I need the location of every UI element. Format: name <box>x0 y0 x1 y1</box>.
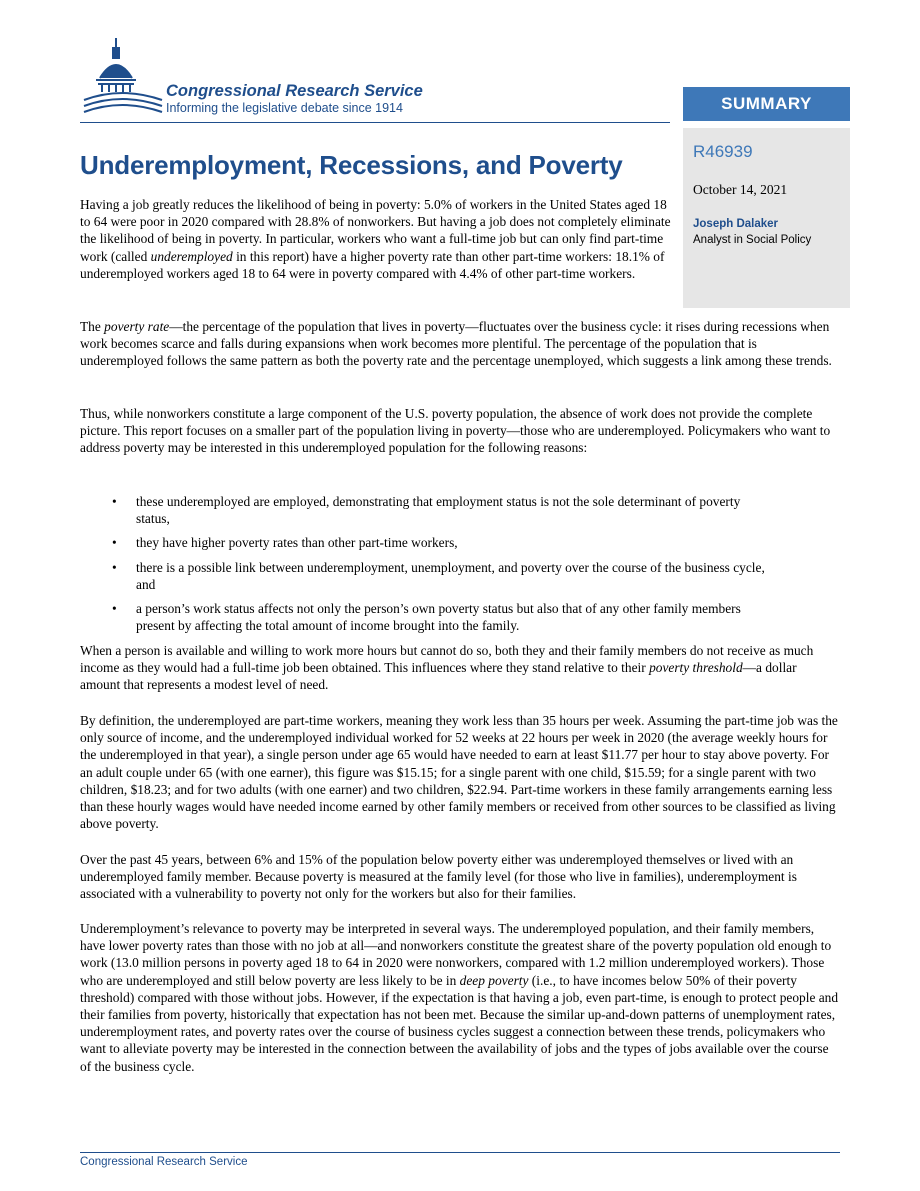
summary-box <box>683 128 850 308</box>
list-item <box>80 534 770 551</box>
italic-term: poverty rate <box>104 319 170 334</box>
text-run: —the percentage of the population that lives in poverty—fluctuates over the business cycle: it rises during recessions when work becomes scarce and falls during expansions when work becomes more plentiful. The percentage of the population that is underemployed follows the same pattern as both the poverty rate and the percentage unemployed, which suggests a link among these trends. <box>80 319 832 369</box>
org-name: Congressional Research Service <box>166 82 423 100</box>
italic-term: poverty threshold <box>649 660 743 676</box>
footer-text: Congressional Research Service <box>80 1156 248 1168</box>
bullet-icon: • <box>112 535 117 551</box>
list-item-text: these underemployed are employed, demonstrating that employment status is not the sole determinant of poverty status, <box>136 494 741 527</box>
bullet-icon: • <box>112 494 117 509</box>
footer-divider <box>80 1152 840 1153</box>
text-run: in this report) have a higher poverty rate than other part-time workers: 18.1% of underemployed workers aged 18 to 64 were in poverty compared with 4.4% of other part-time workers. <box>80 248 665 281</box>
italic-term: underemployed <box>150 248 233 264</box>
paragraph-1 <box>80 196 672 282</box>
list-item-text: a person’s work status affects not only the person’s own poverty status but also that of any other family members present by affecting the total amount of income brought into the family. <box>136 601 741 634</box>
paragraph-2 <box>80 318 840 370</box>
text-run: Having a job greatly reduces the likelihood of being in poverty: 5.0% of workers in the United States aged 18 to 64 were poor in 2020 compared with 28.8% of nonworkers. But having a job does not completely eliminate the likelihood of being in poverty. In particular, workers who want a full-time job but can only find part-time work (called <box>80 197 671 264</box>
list-item-text: there is a possible link between underemployment, unemployment, and poverty over the course of the business cycle, and <box>136 559 765 592</box>
list-item-text: they have higher poverty rates than other part-time workers, <box>136 535 458 551</box>
list-item <box>80 600 770 634</box>
text-run: (i.e., to have incomes below 50% of their poverty threshold) compared with those without jobs. However, if the expectation is that having a job, even part-time, is enough to protect people and their families from poverty, historically that expectation has not been met. Because the similar up-and-down patterns of unemployment rates, underemployment rates, and poverty rates over the course of business cycles suggest a connection between these trends, policymakers who want to alleviate poverty may be interested in the connection between the availability of jobs and the types of jobs available over the course of the business cycle. <box>80 972 839 1074</box>
text-run: Over the past 45 years, between 6% and 15% of the population below poverty either was underemployed themselves or lived with an underemployed family member. Because poverty is measured at the family level (for those who live in families), underemployment is associated with a vulnerability to poverty not only for the workers but also for their families. <box>80 852 797 902</box>
paragraph-3 <box>80 405 840 457</box>
bullet-icon: • <box>112 559 117 575</box>
text-run: Thus, while nonworkers constitute a large component of the U.S. poverty population, the absence of work does not provide the complete picture. This report focuses on a smaller part of the population living in poverty—those who are underemployed. Policymakers who want to address poverty may be interested in this underemployed population for the following reasons: <box>80 406 831 456</box>
text-run: By definition, the underemployed are part-time workers, meaning they work less than 35 hours per week. Assuming the part-time job was the only source of income, and the underemployed individual worked for 52 weeks at 22 hours per week in 2020 (the average weekly hours for the underemployed in that year), a single person under age 65 would have needed to earn at least $11.77 per hour to stay above poverty. For an adult couple under 65 (with one earner), this figure was $15.15; for a single parent with one child, $15.59; for a single parent with two children, $18.23; and for two adults (with one earner) and two children, $22.94. Part-time workers in these family arrangements earning less than these hourly wages would have needed income earned by other family members or received from other sources to be classified as living above poverty. <box>80 713 838 832</box>
list-item <box>80 493 770 527</box>
text-run: Underemployment’s relevance to poverty may be interpreted in several ways. The underemployed population, and their family members, have lower poverty rates than those with no job at all—and nonworkers constitute the greatest share of the poverty population old enough to work (13.0 million persons in poverty aged 18 to 64 in 2020 were nonworkers, compared with 1.2 million underemployed workers). Those who are underemployed and still below poverty are less likely to be in <box>80 921 832 988</box>
paragraph-6 <box>80 851 840 903</box>
header-divider <box>80 122 670 123</box>
capitol-dome-icon <box>82 34 166 122</box>
crs-logo <box>80 34 480 124</box>
paragraph-7 <box>80 920 840 1075</box>
paragraph-5 <box>80 712 840 832</box>
author-title: Analyst in Social Policy <box>693 234 812 246</box>
org-tagline: Informing the legislative debate since 1914 <box>166 101 403 115</box>
report-number: R46939 <box>693 142 753 161</box>
summary-tab: SUMMARY <box>683 87 850 121</box>
reasons-list <box>80 493 770 641</box>
report-date: October 14, 2021 <box>693 182 788 197</box>
author-name: Joseph Dalaker <box>693 218 779 230</box>
bullet-icon: • <box>112 601 117 617</box>
text-run: —a dollar amount that represents a modest level of need. <box>80 660 797 693</box>
page-title: Underemployment, Recessions, and Poverty <box>80 150 623 180</box>
text-run: When a person is available and willing to work more hours but cannot do so, both they and their family members do not receive as much income as they would had a full-time job been obtained. This influences where they stand relative to their <box>80 643 814 676</box>
italic-term: deep poverty <box>459 972 529 988</box>
text-run: The <box>80 319 105 334</box>
paragraph-4 <box>80 642 840 694</box>
list-item <box>80 559 770 593</box>
